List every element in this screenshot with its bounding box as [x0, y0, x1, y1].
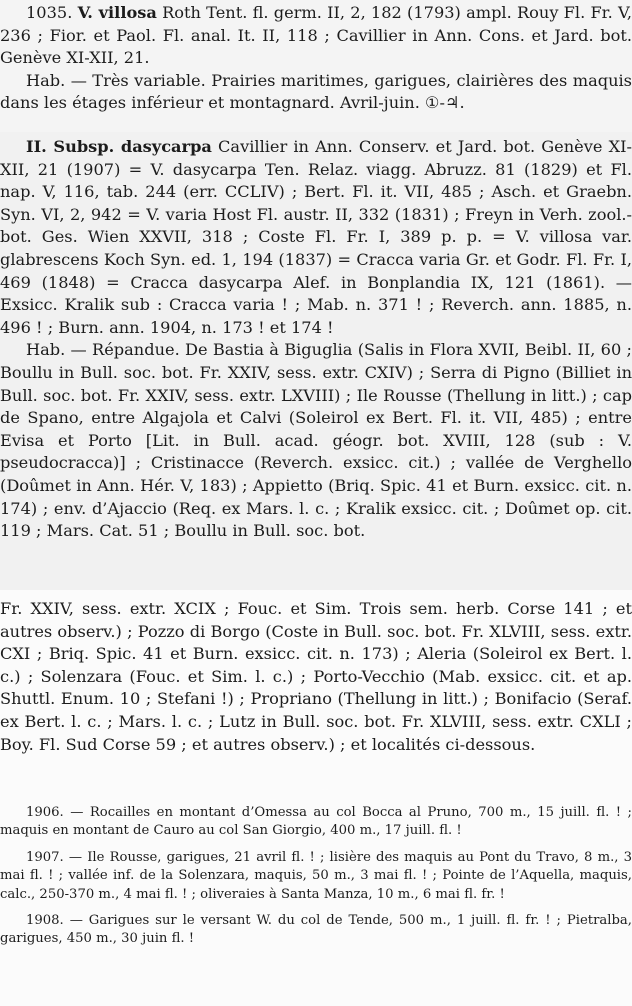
species-citation — [0, 2, 632, 70]
species-number: 1035. — [26, 3, 73, 22]
subspecies-citation-text: Cavillier in Ann. Conserv. et Jard. bot. Genève XI-XII, 21 (1907) = V. dasycarpa Ten. Relaz. viagg. Abruzz. 81 (1829) et Fl. nap. V, 116, tab. 244 (err. CCLIV) ; Bert. Fl. it. VII, 485 ; Asch. et Graebn. Syn. VI, 2, 942 = V. varia Host Fl. austr. II, 332 (1831) ; Freyn in Verh. zool.-bot. Ges. Wien XXVII, 318 ; Coste Fl. Fr. I, 389 p. p. = V. villosa var. glabrescens Koch Syn. ed. 1, 194 (1837) = Cracca varia Gr. et Godr. Fl. Fr. I, 469 (1848) = Cracca dasycarpa Alef. in Bonplandia IX, 121 (1861). — Exsicc. Kralik sub : Cracca varia ! ; Mab. n. 371 ! ; Reverch. ann. 1885, n. 496 ! ; Burn. ann. 1904, n. 173 ! et 174 ! — [0, 137, 632, 337]
species-citation-text: Roth Tent. fl. germ. II, 2, 182 (1793) ampl. Rouy Fl. Fr. V, 236 ; Fior. et Paol. Fl. anal. It. II, 118 ; Cavillier in Ann. Cons. et Jard. bot. Genève XI-XII, 21. — [0, 3, 632, 68]
species-entry — [0, 2, 632, 115]
subspecies-name: II. Subsp. dasycarpa — [26, 137, 212, 156]
collection-records — [0, 804, 632, 949]
record-1907: 1907. — Ile Rousse, garigues, 21 avril fl. ! ; lisière des maquis au Pont du Travo, 8 m., 3 mai fl. ! ; vallée inf. de la Solenzara, maquis, 50 m., 3 mai fl. ! ; Pointe de l’Aquella, maquis, calc., 250-370 m., 4 mai fl. ! ; oliveraies à Santa Manza, 10 m., 6 mai fl. fr. ! — [0, 849, 632, 902]
subspecies-citation — [0, 136, 632, 339]
record-1908: 1908. — Garigues sur le versant W. du col de Tende, 500 m., 1 juill. fl. fr. ! ; Pietralba, garigues, 450 m., 30 juin fl. ! — [0, 913, 632, 947]
species-habitat: Hab. — Très variable. Prairies maritimes, garigues, clairières des maquis dans les étages inférieur et montagnard. Avril-juin. ①-♃. — [0, 70, 632, 113]
subspecies-entry — [0, 136, 632, 543]
subspecies-habitat-part2: Fr. XXIV, sess. extr. XCIX ; Fouc. et Sim. Trois sem. herb. Corse 141 ; et autres observ.) ; Pozzo di Borgo (Coste in Bull. soc. bot. Fr. XLVIII, sess. extr. CXI ; Briq. Spic. 41 et Burn. exsicc. cit. n. 173) ; Aleria (Soleirol ex Bert. l. c.) ; Solenzara (Fouc. et Sim. l. c.) ; Porto-Vecchio (Mab. exsicc. cit. et ap. Shuttl. Enum. 10 ; Stefani !) ; Propriano (Thellung in litt.) ; Bonifacio (Seraf. ex Bert. l. c. ; Mars. l. c. ; Lutz in Bull. soc. bot. Fr. XLVIII, sess. extr. CXLI ; Boy. Fl. Sud Corse 59 ; et autres observ.) ; et localités ci-dessous. — [0, 599, 632, 754]
record-1906: 1906. — Rocailles en montant d’Omessa au col Bocca al Pruno, 700 m., 15 juill. fl. ! ; maquis en montant de Cauro au col San Giorgio, 400 m., 17 juill. fl. ! — [0, 805, 632, 839]
subspecies-habitat-continued — [0, 598, 632, 756]
species-name: V. villosa — [77, 3, 157, 22]
subspecies-habitat-part1: Hab. — Répandue. De Bastia à Biguglia (Salis in Flora XVII, Beibl. II, 60 ; Boullu in Bull. soc. bot. Fr. XXIV, sess. extr. CXIV) ; Serra di Pigno (Billiet in Bull. soc. bot. Fr. XXIV, sess. extr. LXVIII) ; Ile Rousse (Thellung in litt.) ; cap de Spano, entre Algajola et Calvi (Soleirol ex Bert. Fl. it. VII, 485) ; entre Evisa et Porto [Lit. in Bull. acad. géogr. bot. XVIII, 128 (sub : V. pseudocracca)] ; Cristinacce (Reverch. exsicc. cit.) ; vallée de Verghello (Doûmet in Ann. Hér. V, 183) ; Appietto (Briq. Spic. 41 et Burn. exsicc. cit. n. 174) ; env. d’Ajaccio (Req. ex Mars. l. c. ; Kralik exsicc. cit. ; Doûmet op. cit. 119 ; Mars. Cat. 51 ; Boullu in Bull. soc. bot. — [0, 340, 632, 541]
